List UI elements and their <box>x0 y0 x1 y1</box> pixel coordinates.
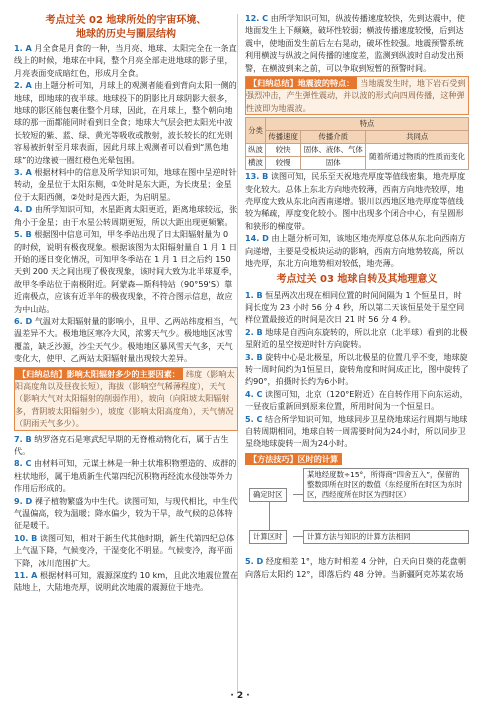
seismic-wave-table <box>245 117 469 170</box>
answer-number: 9. D <box>14 495 33 506</box>
flow-connector <box>269 501 270 530</box>
answer-item <box>14 532 238 569</box>
answer-number: 6. D <box>14 315 33 326</box>
answer-item <box>245 232 469 269</box>
answer-text: 月全食是月食的一种，当月亮、地球、太阳完全在一条直线上的时候，地球在中间，整个月亮全部走进地球的影子里，月亮表面变成暗红色，形成月全食。 <box>14 43 237 78</box>
answer-number: 1. A <box>14 43 32 53</box>
answer-item <box>14 315 238 365</box>
answer-item <box>245 413 469 450</box>
answer-text: 读图可知，北京（120°E附近）在自转作用下向东运动，一昼夜后重新回到原来位置，所用时间为一个恒星日。 <box>245 388 468 412</box>
summary-tag: 【归纳总结】影响太阳辐射多少的主要因素： <box>15 368 183 380</box>
answer-item <box>14 203 238 228</box>
answer-number: 1. B <box>245 289 263 300</box>
method-tip <box>245 453 469 552</box>
answer-text: 由所学知识可知，水星距离太阳更近，距离地球较远，张角小于金星；由于水星公转周期更短，所以大距出现更频繁。 <box>14 204 238 227</box>
table-cell: 横波 <box>246 157 266 170</box>
answer-number: 10. B <box>14 532 38 543</box>
answer-text: 由上题分析可知，该地区地壳厚度总体从东北向西南方向递增，主要是受板块运动的影响，西南方向地势较高，所以地壳厚，东北方向地势相对较低，地壳薄。 <box>245 233 466 269</box>
answer-item <box>14 228 238 315</box>
answer-item <box>245 289 469 326</box>
table-header: 传播介质 <box>301 131 366 144</box>
answer-text: 根据图中信息可知，甲冬季站出现了日太阳辐射量为 0 的时候，说明有极夜现象。根据该图为太阳辐射量自 1 月 1 日开始的逐日变化情况，可知甲冬季站在 1 月 1 日之后约 150 天到 200 天之间出现了极夜现象，该时间大致为北半球夏季，故甲冬季站位于南极附近。阿蒙森—斯科特站（90°59'S）靠近南极点，应该有近半年的极夜现象，不符合图示信息，故应为中山站。 <box>14 229 237 314</box>
answer-text: 旋转中心是北极星，所以北极星的位置几乎不变，地球旋转一周时间约为1恒星日，旋转角度和时间成正比，图中旋转了约90°，拍摄时长约为6小时。 <box>245 351 469 387</box>
answer-item <box>14 42 238 79</box>
answer-text: 读图可知，相对于新生代其他时期，新生代第四纪总体上气温下降，气候变冷，干湿变化不明显。气候变冷，海平面下降，冰川范围扩大。 <box>14 532 235 568</box>
table-header: 特点 <box>266 118 469 131</box>
answer-list <box>245 289 469 450</box>
summary-text: 纬度（影响太阳高度角以及昼夜长短），海拔（影响空气稀薄程度），天气（影响大气对太阳辐射的削弱作用），坡向（向阳坡太阳辐射多，背阴坡太阳辐射少），坡度（影响太阳高度角），天气情况（阴雨天气多少）。 <box>15 368 235 429</box>
answer-text: 地球是自西向东旋转的，所以北京（北半球）看到的北极星附近的星空按逆时针方向旋转。 <box>245 326 468 350</box>
answer-number: 5. B <box>14 229 32 240</box>
answer-item <box>245 555 469 580</box>
answer-item <box>14 433 238 458</box>
answer-text: 结合所学知识可知，地球同步卫星绕地球运行周期与地球自转周期相同，地球自转一周需要时间为24小时，所以同步卫星绕地球旋转一周为24小时。 <box>245 413 468 449</box>
table-header: 分类 <box>246 118 266 144</box>
summary-text: 当地震发生时，地下岩石受到强烈冲击，产生弹性震动，并以波的形式向四周传播，这种弹性波即为地震波。 <box>246 78 466 113</box>
answer-number: 14. D <box>245 233 269 244</box>
flow-connector <box>293 494 303 495</box>
answer-number: 5. C <box>245 413 263 424</box>
answer-text: 由材料可知，元谋土林是一种土状堆积物塑造的、成群的柱状地形，属于地质新生代第四纪沉积物再经流水侵蚀等外力作用后形成的。 <box>14 458 237 494</box>
answer-item <box>245 12 469 74</box>
answer-list <box>14 42 238 365</box>
summary-box <box>245 76 469 115</box>
answer-text: 经度相差 1°，地方时相差 4 分钟，白天向日葵的花盘朝向落后太阳约 12°，即落后约 48 分钟。当新疆阿克苏某农场 <box>245 556 466 579</box>
answer-number: 3. A <box>14 167 32 178</box>
flow-note: 某地经度数÷15°，所得商“四舍五入”，保留的整数即所在时区的数值（东经度所在时区为东时区，西经度所在时区为西时区） <box>303 468 469 502</box>
flow-connector <box>293 536 303 537</box>
answer-number: 8. C <box>14 458 32 469</box>
answer-text: 读图可知，民乐至天祝地壳厚度等值线密集，地壳厚度变化较大。总体上东北方向地壳较薄，西南方向地壳较厚，地壳厚度大致从东北向西南递增。银川以西地区地壳厚度等值线较为稀疏，厚度变化较小。图中出现多个闭合中心，有呈圆形和狭形的梯度带。 <box>245 171 466 231</box>
table-cell: 纵波 <box>246 144 266 157</box>
answer-text: 裸子植物繁盛为中生代。读图可知，与现代相比，中生代气温偏高，较为温暖；降水偏少，较为干旱，故气候的总体特征是暖干。 <box>14 495 238 531</box>
table-cell: 较慢 <box>266 157 301 170</box>
table-row <box>246 144 469 157</box>
page-number: · 2 · <box>230 691 250 701</box>
answer-text: 恒星两次出现在相同位置的时间间隔为 1 个恒星日，时间长度为 23 小时 56 分 4 秒，所以第二天该恒星处于星空同样位置最接近的时间是次日 21 时 56 分 4 秒。 <box>245 289 465 325</box>
answer-number: 2. B <box>245 326 263 337</box>
answer-number: 4. C <box>245 388 263 399</box>
answer-text: 根据材料可知，震源深度约 10 km，且此次地震位置在陆地上，大陆地壳厚，说明此次地震的震源位于地壳。 <box>14 570 238 593</box>
summary-tag: 【归纳总结】地震波的特点： <box>246 77 357 89</box>
tip-heading: 【方法技巧】区时的计算 <box>245 453 342 465</box>
answer-number: 13. B <box>245 171 269 182</box>
answer-item <box>14 166 238 203</box>
answer-text: 纳罗洛克石是寒武纪早期的无脊椎动物化石，属于古生代。 <box>14 433 229 456</box>
answer-number: 4. D <box>14 204 33 215</box>
flow-note: 计算方法与知识的计算方法相同 <box>303 530 469 544</box>
answer-text: 根据材料中的信息及所学知识可知，地球在图中呈逆时针转动，金星位于太阳东侧，①处时是东大距，为长庚星；金星位于太阳西侧，②处时是西大距，为启明星。 <box>14 167 237 202</box>
flow-box: 计算区时 <box>249 530 287 544</box>
section-title: 考点过关 03 地球自转及其地理意义 <box>276 273 438 285</box>
answer-text: 由上题分析可知，月球上的观测者能看到背向太阳一侧的地球，即地球的夜半球。地球投下的阴影比月球阴影大很多，地球的影区能包裹住整个月球，因此，在月球上，整个朝向地球的那一面都能同时看到日全食；地球大气层会把太阳光中波长较短的紫、蓝、绿、黄光等吸收或散射，波长较长的红光则容易被折射至月球表面，因此月球上观测者可以看到“黑色地球”的边缘被一圈红橙色光晕包围。 <box>14 80 237 165</box>
answer-item <box>14 495 238 532</box>
answer-number: 5. D <box>245 556 264 567</box>
summary-box <box>14 367 238 431</box>
table-cell: 较快 <box>266 144 301 157</box>
answer-number: 2. A <box>14 80 32 91</box>
section-title: 考点过关 02 地球所处的宇宙环境、 <box>45 15 207 26</box>
answer-text: 气温对太阳辐射量的影响小，且甲、乙两站纬度相当，气温差异不大。极地地区寒冷大风，浓雾天气少。极地地区冰雪覆盖，缺乏沙源，沙尘天气少。极地地区暴风雪天气多，天气变化大，使甲、乙两站太阳辐射量出现较大差异。 <box>14 315 238 364</box>
answer-list <box>245 170 469 269</box>
table-header: 共同点 <box>366 131 469 144</box>
table-cell: 固体 <box>301 157 366 170</box>
left-column <box>14 0 238 594</box>
table-cell: 随着所通过物质的性质而变化 <box>366 144 469 170</box>
answer-item <box>245 388 469 413</box>
right-column <box>245 0 469 580</box>
answer-number: 12. C <box>245 13 269 23</box>
answer-list <box>245 12 469 74</box>
table-header: 传播速度 <box>266 131 301 144</box>
table-cell: 固体、液体、气体 <box>301 144 366 157</box>
answer-number: 3. B <box>245 351 263 362</box>
answer-item <box>245 326 469 351</box>
answer-item <box>14 457 238 494</box>
flow-diagram <box>245 468 469 552</box>
answer-number: 11. A <box>14 570 38 581</box>
answer-list <box>14 433 238 594</box>
answer-text: 由所学知识可知，纵波传播速度较快，先到达震中，使地面发生上下颠簸，破坏性较弱；横波传播速度较慢，后到达震中，使地面发生前后左右晃动，破坏性较强。地震预警系统利用横波与纵波之间传播的速度差，监测到纵波时自动发出预警，在横波到来之前，可以争取到短暂的预警时间。 <box>245 13 465 73</box>
answer-item <box>245 351 469 388</box>
answer-item <box>245 170 469 232</box>
section-subtitle: 地球的历史与圈层结构 <box>76 29 176 40</box>
answer-item <box>14 79 238 166</box>
flow-box: 确定时区 <box>249 488 287 502</box>
answer-number: 7. B <box>14 433 32 444</box>
answer-item <box>14 569 238 594</box>
